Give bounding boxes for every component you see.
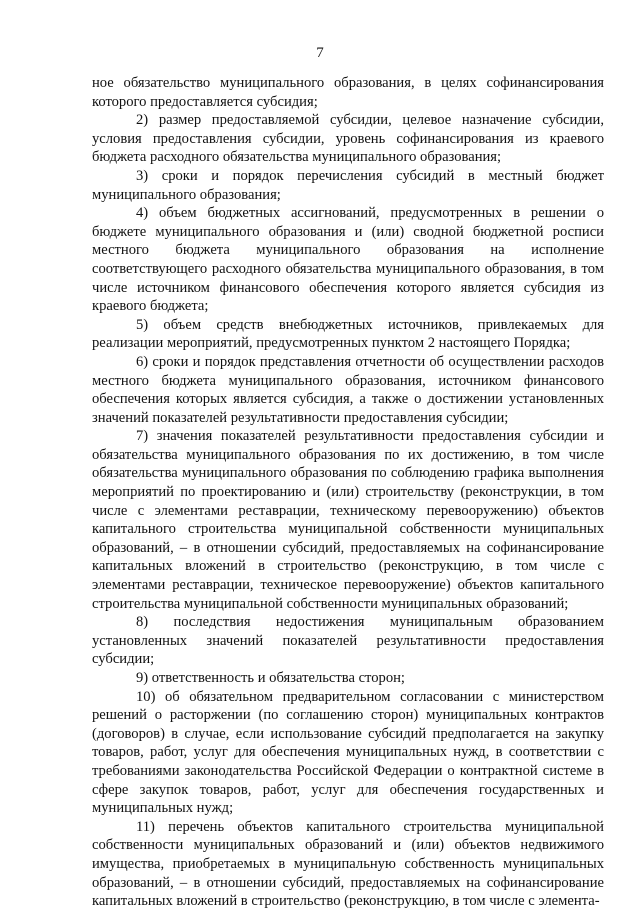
paragraph-item-8: 8) последствия недостижения муниципальным образованием установленных значений показателей результативности предоставления субсидии;	[92, 614, 604, 668]
paragraph-item-4: 4) объем бюджетных ассигнований, предусмотренных в решении о бюджете муниципального образования и (или) сводной бюджетной росписи местного бюджета муниципального образования на исполнение соответствующего расходного обязательства муниципального образования, в том числе источником финансового обеспечения которого является субсидия из краевого бюджета;	[92, 205, 604, 315]
page-number: 7	[316, 45, 324, 61]
paragraph-item-10: 10) об обязательном предварительном согласовании с министерством решений о расторжении (по соглашению сторон) муниципальных контрактов (договоров) в случае, если использование субсидий предполагается на закупку товаров, работ, услуг для обеспечения муниципальных нужд, в соответствии с требованиями законодательства Российской Федерации о контрактной системе в сфере закупок товаров, работ, услуг для обеспечения государственных и муниципальных нужд;	[92, 688, 604, 817]
document-body	[92, 74, 604, 911]
paragraph-item-11: 11) перечень объектов капитального строительства муниципальной собственности муниципальных образований и (или) объектов недвижимого имущества, приобретаемых в муниципальную собственность муниципальных образований, – в отношении субсидий, предоставляемых на софинансирование капитальных вложений в строительство (реконструкцию, в том числе с элемента-	[92, 818, 604, 910]
paragraph-item-5: 5) объем средств внебюджетных источников, привлекаемых для реализации мероприятий, предусмотренных пунктом 2 настоящего Порядка;	[92, 316, 604, 352]
paragraph-item-7: 7) значения показателей результативности предоставления субсидии и обязательства муниципального образования по их достижению, в том числе обязательства муниципального образования по соблюдению графика выполнения мероприятий по проектированию и (или) строительству (реконструкции, в том числе с элементами реставрации, техническому перевооружению) объектов капитального строительства муниципальной собственности муниципальных образований, – в отношении субсидий, предоставляемых на софинансирование капитальных вложений в строительство (реконструкцию, в том числе с элементами реставрации, техническое перевооружение) объектов капитального строительства муниципальной собственности муниципальных образований;	[92, 428, 604, 612]
paragraph-item-3: 3) сроки и порядок перечисления субсидий в местный бюджет муниципального образования;	[92, 167, 604, 203]
paragraph-item-6: 6) сроки и порядок представления отчетности об осуществлении расходов местного бюджета муниципального образования, источником финансового обеспечения которых является субсидия, а также о достижении установленных значений показателей результативности предоставления субсидии;	[92, 353, 604, 426]
paragraph-continuation: ное обязательство муниципального образования, в целях софинансирования которого предоставляется субсидия;	[92, 75, 604, 110]
paragraph-item-2: 2) размер предоставляемой субсидии, целевое назначение субсидии, условия предоставления субсидии, уровень софинансирования из краевого бюджета расходного обязательства муниципального образования;	[92, 112, 604, 166]
paragraph-item-9: 9) ответственность и обязательства сторон;	[136, 670, 405, 686]
